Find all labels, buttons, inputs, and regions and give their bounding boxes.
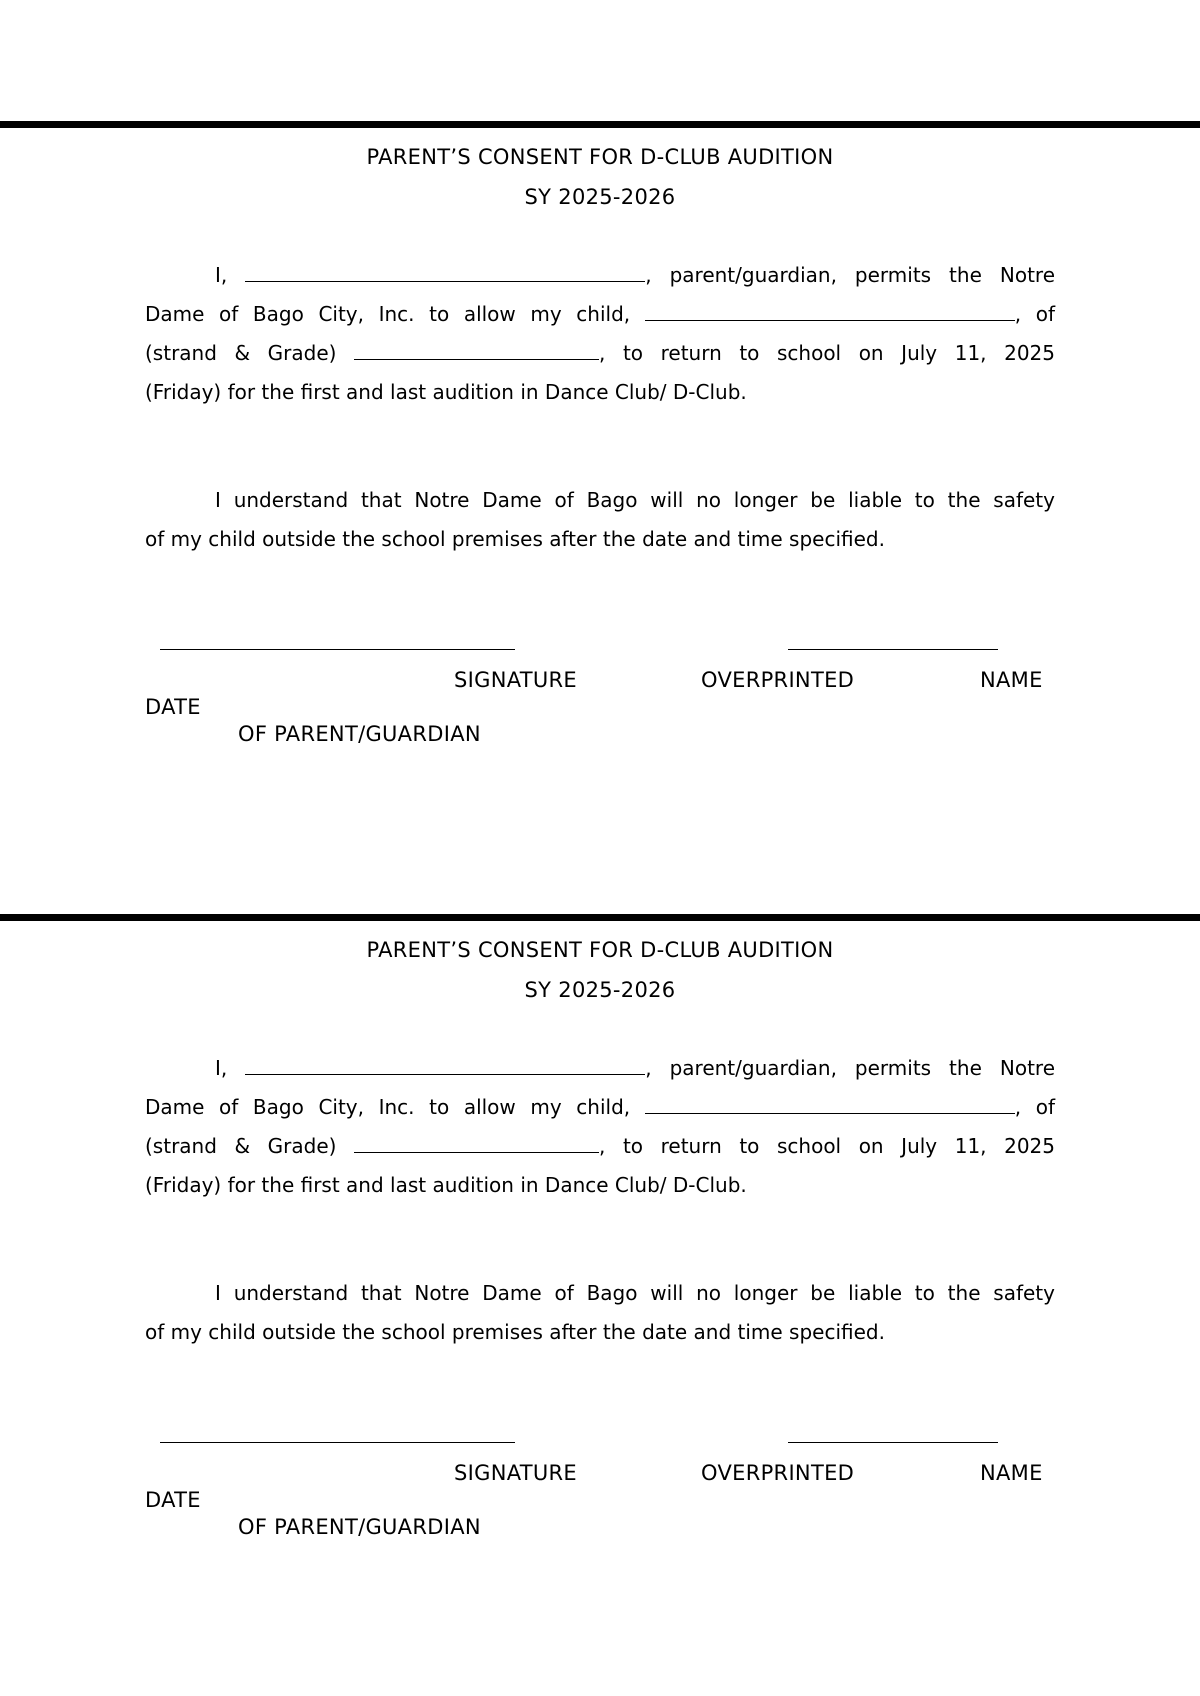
liability-line-2: of my child outside the school premises after the date and time specified. — [145, 1320, 885, 1344]
consent-line-3: (strand & Grade) , to return to school on July 11, 2025 — [145, 341, 1056, 365]
overprinted-label: OVERPRINTED — [701, 1461, 855, 1485]
child-name-blank[interactable] — [645, 302, 1015, 321]
form-title: PARENT’S CONSENT FOR D-CLUB AUDITION — [366, 145, 834, 169]
liability-paragraph — [145, 481, 1055, 559]
parent-name-blank[interactable] — [245, 263, 645, 282]
school-year: SY 2025-2026 — [524, 978, 676, 1002]
liability-line-1: I understand that Notre Dame of Bago will no longer be liable to the safety — [215, 488, 1055, 512]
name-label: NAME — [980, 1461, 1043, 1485]
date-line[interactable] — [788, 1442, 998, 1443]
overprinted-label: OVERPRINTED — [701, 668, 855, 692]
parent-name-blank[interactable] — [245, 1056, 645, 1075]
consent-form-1 — [0, 0, 1200, 760]
of-parent-label: OF PARENT/GUARDIAN — [238, 722, 481, 746]
name-label: NAME — [980, 668, 1043, 692]
consent-paragraph — [145, 1049, 1055, 1205]
school-year: SY 2025-2026 — [524, 185, 676, 209]
consent-line-3: (strand & Grade) , to return to school on July 11, 2025 — [145, 1134, 1056, 1158]
signature-line[interactable] — [160, 1442, 515, 1443]
signature-label: SIGNATURE — [454, 668, 577, 692]
date-line[interactable] — [788, 649, 998, 650]
liability-line-2: of my child outside the school premises after the date and time specified. — [145, 527, 885, 551]
date-label: DATE — [145, 1488, 201, 1512]
consent-line-4: (Friday) for the first and last audition in Dance Club/ D-Club. — [145, 380, 747, 404]
of-parent-label: OF PARENT/GUARDIAN — [238, 1515, 481, 1539]
signature-label: SIGNATURE — [454, 1461, 577, 1485]
consent-line-4: (Friday) for the first and last audition in Dance Club/ D-Club. — [145, 1173, 747, 1197]
consent-paragraph — [145, 256, 1055, 412]
liability-paragraph — [145, 1274, 1055, 1352]
consent-form-2 — [0, 793, 1200, 1553]
form-title: PARENT’S CONSENT FOR D-CLUB AUDITION — [366, 938, 834, 962]
consent-line-1: I, , parent/guardian, permits the Notre — [215, 263, 1055, 287]
strand-grade-blank[interactable] — [354, 341, 599, 360]
strand-grade-blank[interactable] — [354, 1134, 599, 1153]
child-name-blank[interactable] — [645, 1095, 1015, 1114]
date-label: DATE — [145, 695, 201, 719]
liability-line-1: I understand that Notre Dame of Bago will no longer be liable to the safety — [215, 1281, 1055, 1305]
consent-line-1: I, , parent/guardian, permits the Notre — [215, 1056, 1055, 1080]
consent-line-2: Dame of Bago City, Inc. to allow my child, , of — [145, 1095, 1056, 1119]
signature-line[interactable] — [160, 649, 515, 650]
consent-line-2: Dame of Bago City, Inc. to allow my child, , of — [145, 302, 1056, 326]
